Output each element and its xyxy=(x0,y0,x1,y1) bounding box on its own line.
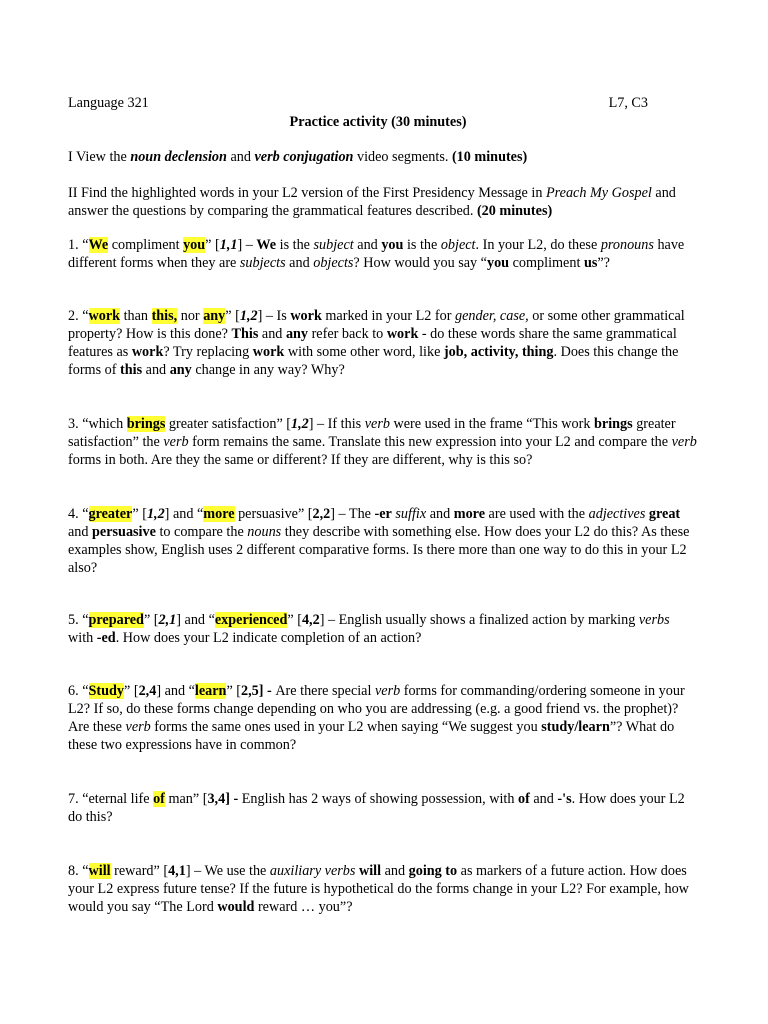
highlight-word: brings xyxy=(126,416,166,432)
question-6: 6. “Study” [2,4] and “learn” [2,5] - Are there special verb forms for commanding/ordering someone in your L2? If so, do these forms change depending on who you are addressing (e.g. a good friend vs. the prophet)? Are these verb forms the same ones used in your L2 when saying “We suggest you study/learn”? What do these two expressions have in common? xyxy=(68,683,685,753)
question-1: 1. “We compliment you” [1,1] – We is the subject and you is the object. In your L2, do these pronouns have different forms when they are subjects and objects? How would you say “you compliment us”? xyxy=(68,237,685,271)
highlight-word: of xyxy=(153,791,165,807)
course-name: Language 321 xyxy=(68,95,149,111)
question-4: 4. “greater” [1,2] and “more persuasive” [2,2] – The -er suffix and more are used with the adjectives great and persuasive to compare the nouns they describe with something else. How does your L2 do this? As these examples show, English uses 2 different comparative forms. Is there more than one way to do this in your L2 also? xyxy=(68,506,690,576)
section-2-instructions: II Find the highlighted words in your L2 version of the First Presidency Message in Preach My Gospel and answer the questions by comparing the grammatical features described. (20 minutes) xyxy=(68,185,676,219)
highlight-word: learn xyxy=(194,683,227,699)
question-5: 5. “prepared” [2,1] and “experienced” [4,2] – English usually shows a finalized action by marking verbs with -ed. How does your L2 indicate completion of an action? xyxy=(68,612,670,646)
highlight-word: more xyxy=(203,506,235,522)
highlight-word: you xyxy=(183,237,206,253)
highlight-word: We xyxy=(88,237,109,253)
highlight-word: work xyxy=(88,308,121,324)
question-8: 8. “will reward” [4,1] – We use the auxiliary verbs will and going to as markers of a future action. How does your L2 express future tense? If the future is hypothetical do the forms change in your L2? For example, how would you say “The Lord would reward … you”? xyxy=(68,863,689,915)
highlight-word: Study xyxy=(88,683,124,699)
page-header xyxy=(68,94,648,112)
section-1-instructions: I View the noun declension and verb conjugation video segments. (10 minutes) xyxy=(68,149,528,165)
highlight-word: prepared xyxy=(88,612,144,628)
lesson-code: L7, C3 xyxy=(608,95,648,111)
highlight-word: greater xyxy=(88,506,133,522)
highlight-word: this, xyxy=(151,308,178,324)
question-3: 3. “which brings greater satisfaction” [1,2] – If this verb were used in the frame “This work brings greater satisfaction” the verb form remains the same. Translate this new expression into your L2 and compare the verb forms in both. Are they the same or different? If they are different, why is this so? xyxy=(68,416,697,468)
question-7: 7. “eternal life of man” [3,4] - English has 2 ways of showing possession, with of and -'s. How does your L2 do this? xyxy=(68,791,685,825)
page-title: Practice activity (30 minutes) xyxy=(289,114,467,130)
question-2: 2. “work than this, nor any” [1,2] – Is work marked in your L2 for gender, case, or some other grammatical property? How is this done? This and any refer back to work - do these words share the same grammatical features as work? Try replacing work with some other word, like job, activity, thing. Does this change the forms of this and any change in any way? Why? xyxy=(68,308,685,378)
highlight-word: any xyxy=(203,308,226,324)
highlight-word: experienced xyxy=(214,612,288,628)
highlight-word: will xyxy=(88,863,111,879)
